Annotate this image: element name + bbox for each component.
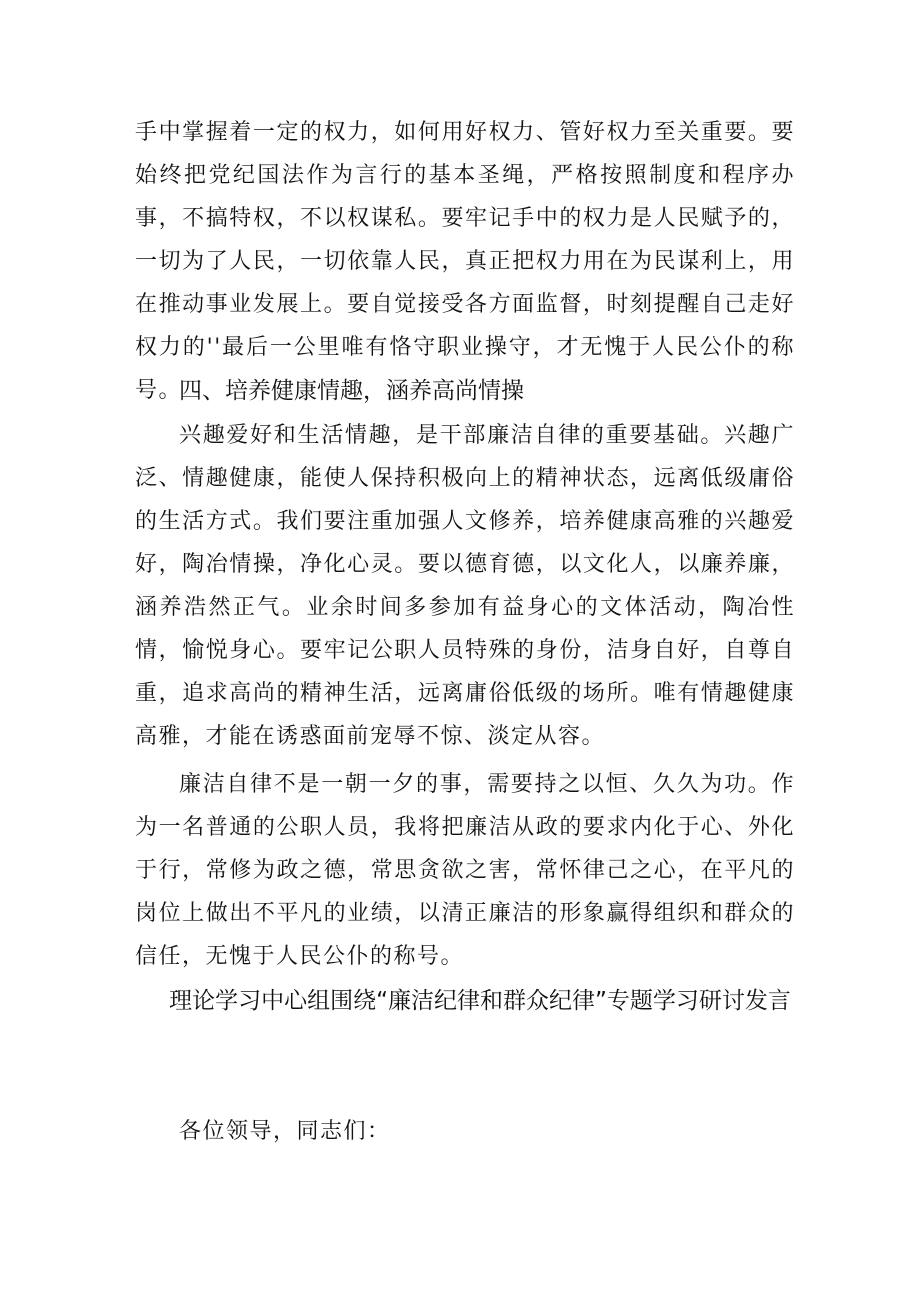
salutation: 各位领导，同志们： (179, 1119, 391, 1144)
paragraph-power: 手中掌握着一定的权力，如何用好权力、管好权力至关重要。要始终把党纪国法作为言行的基本圣绳，严格按照制度和程序办事，不搞特权，不以权谋私。要牢记手中的权力是人民赋予的，一切为了人民，一切依靠人民，真正把权力用在为民谋利上，用在推动事业发展上。要自觉接受各方面监督，时刻提醒自己走好权力的''最后一公里唯有恪守职业操守，才无愧于人民公仆的称号。 (135, 120, 795, 403)
next-article-title: 理论学习中心组围绕“廉洁纪律和群众纪律”专题学习研讨发言 (169, 988, 791, 1014)
paragraph-conclusion: 廉洁自律不是一朝一夕的事，需要持之以恒、久久为功。作为一名普通的公职人员，我将把廉洁从政的要求内化于心、外化于行，常修为政之德，常思贪欲之害，常怀律己之心，在平凡的岗位上做出不平凡的业绩，以清正廉洁的形象赢得组织和群众的信任，无愧于人民公仆的称号。 (135, 772, 795, 969)
section-heading-4: 四、培养健康情趣，涵养高尚情操 (179, 378, 524, 404)
paragraph-interests: 兴趣爱好和生活情趣，是干部廉洁自律的重要基础。兴趣广泛、情趣健康，能使人保持积极向上的精神状态，远离低级庸俗的生活方式。我们要注重加强人文修养，培养健康高雅的兴趣爱好，陶冶情操，净化心灵。要以德育德，以文化人，以廉养廉，涵养浩然正气。业余时间多参加有益身心的文体活动，陶冶性情，愉悦身心。要牢记公职人员特殊的身份，洁身自好，自尊自重，追求高尚的精神生活，远离庸俗低级的场所。唯有情趣健康高雅，才能在诱惑面前宠辱不惊、淡定从容。 (135, 423, 795, 749)
